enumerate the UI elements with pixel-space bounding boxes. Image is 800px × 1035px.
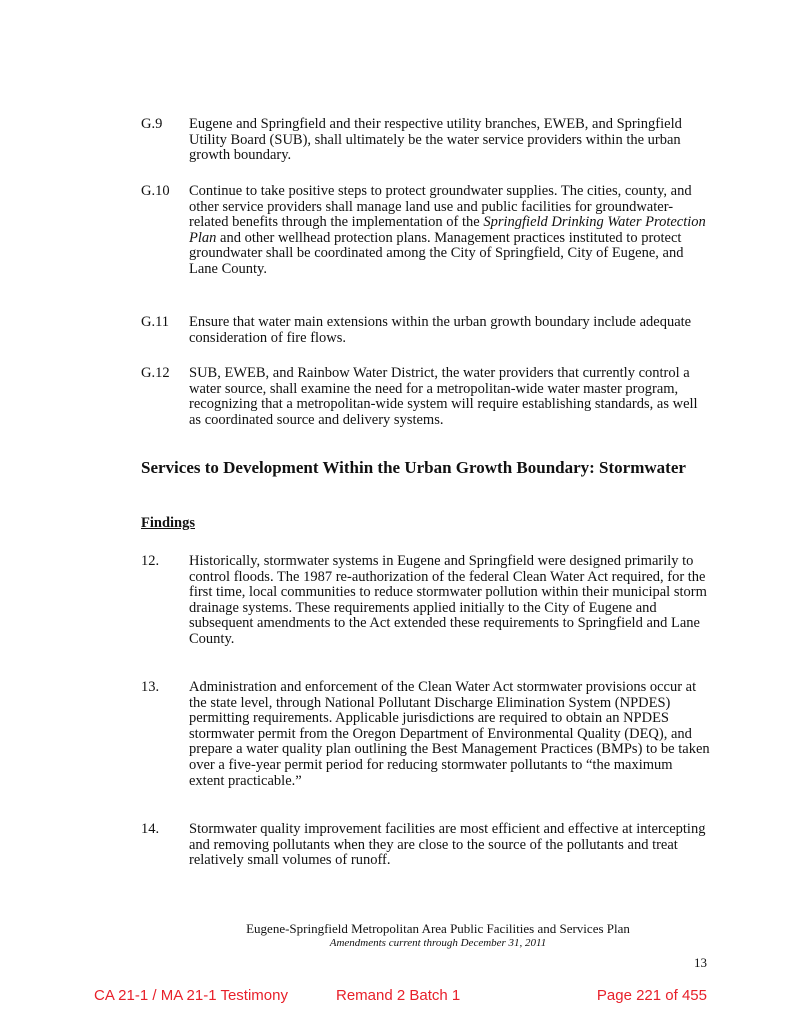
policy-item-g12 [141,366,711,428]
policy-text: SUB, EWEB, and Rainbow Water District, the water providers that currently control a water source, shall examine the need for a metropolitan-wide water master program, recognizing that a metropolitan-wide system will require establishing standards, as well as coordinated source and delivery systems. [189,365,698,428]
plan-title-italic: Springfield Drinking Water Protection Plan [189,214,706,246]
policy-text: Eugene and Springfield and their respective utility branches, EWEB, and Springfield Utility Board (SUB), shall ultimately be the water service providers within the urban growth boundary. [189,116,682,164]
finding-text: Historically, stormwater systems in Eugene and Springfield were designed primarily to control floods. The 1987 re-authorization of the federal Clean Water Act required, for the first time, local communities to reduce stormwater pollution within their municipal storm drainage systems. These requirements applied initially to the City of Eugene and subsequent amendments to the Act extended these requirements to Springfield and Lane County. [189,553,707,647]
stamp-page-count: Page 221 of 455 [596,987,707,1004]
policy-number: G.9 [141,116,163,132]
finding-number: 12. [141,553,160,569]
policy-text: Continue to take positive steps to protect groundwater supplies. The cities, county, and other service providers shall manage land use and public facilities for groundwater-related benefits through the implementation of the Springfield Drinking Water Protection Plan and other wellhead protection plans. Management practices instituted to protect groundwater shall be coordinated among the City of Springfield, City of Eugene, and Lane County. [189,183,706,277]
footer-subtitle: Amendments current through December 31, 2011 [329,937,547,949]
finding-item-12 [141,554,711,648]
policy-number: G.12 [141,365,170,381]
finding-number: 14. [141,821,160,837]
stamp-testimony: CA 21-1 / MA 21-1 Testimony [94,987,288,1004]
finding-item-14 [141,822,711,869]
policy-item-g9 [141,117,711,164]
policy-text: Ensure that water main extensions within the urban growth boundary include adequate consideration of fire flows. [189,314,692,346]
policy-number: G.11 [141,314,170,330]
policy-number: G.10 [141,183,170,199]
finding-item-13 [141,680,711,789]
findings-label: Findings [141,515,195,531]
page-number: 13 [694,955,707,970]
finding-text: Stormwater quality improvement facilities are most efficient and effective at intercepting and removing pollutants when they are close to the source of the pollutants and treat relatively small volumes of runoff. [189,821,706,869]
stamp-batch: Remand 2 Batch 1 [336,987,461,1004]
footer-title: Eugene-Springfield Metropolitan Area Public Facilities and Services Plan [246,921,630,936]
section-heading: Services to Development Within the Urban Growth Boundary: Stormwater [141,458,686,477]
policy-item-g10 [141,184,711,278]
finding-text: Administration and enforcement of the Clean Water Act stormwater provisions occur at the state level, through National Pollutant Discharge Elimination System (NPDES) permitting requirements. Applicable jurisdictions are required to obtain an NPDES stormwater permit from the Oregon Department of Environmental Quality (DEQ), and prepare a water quality plan outlining the Best Management Practices (BMPs) to be taken over a five-year permit period for reducing stormwater pollutants to “the maximum extent practicable.” [189,679,710,789]
policy-item-g11 [141,315,711,346]
finding-number: 13. [141,679,160,695]
